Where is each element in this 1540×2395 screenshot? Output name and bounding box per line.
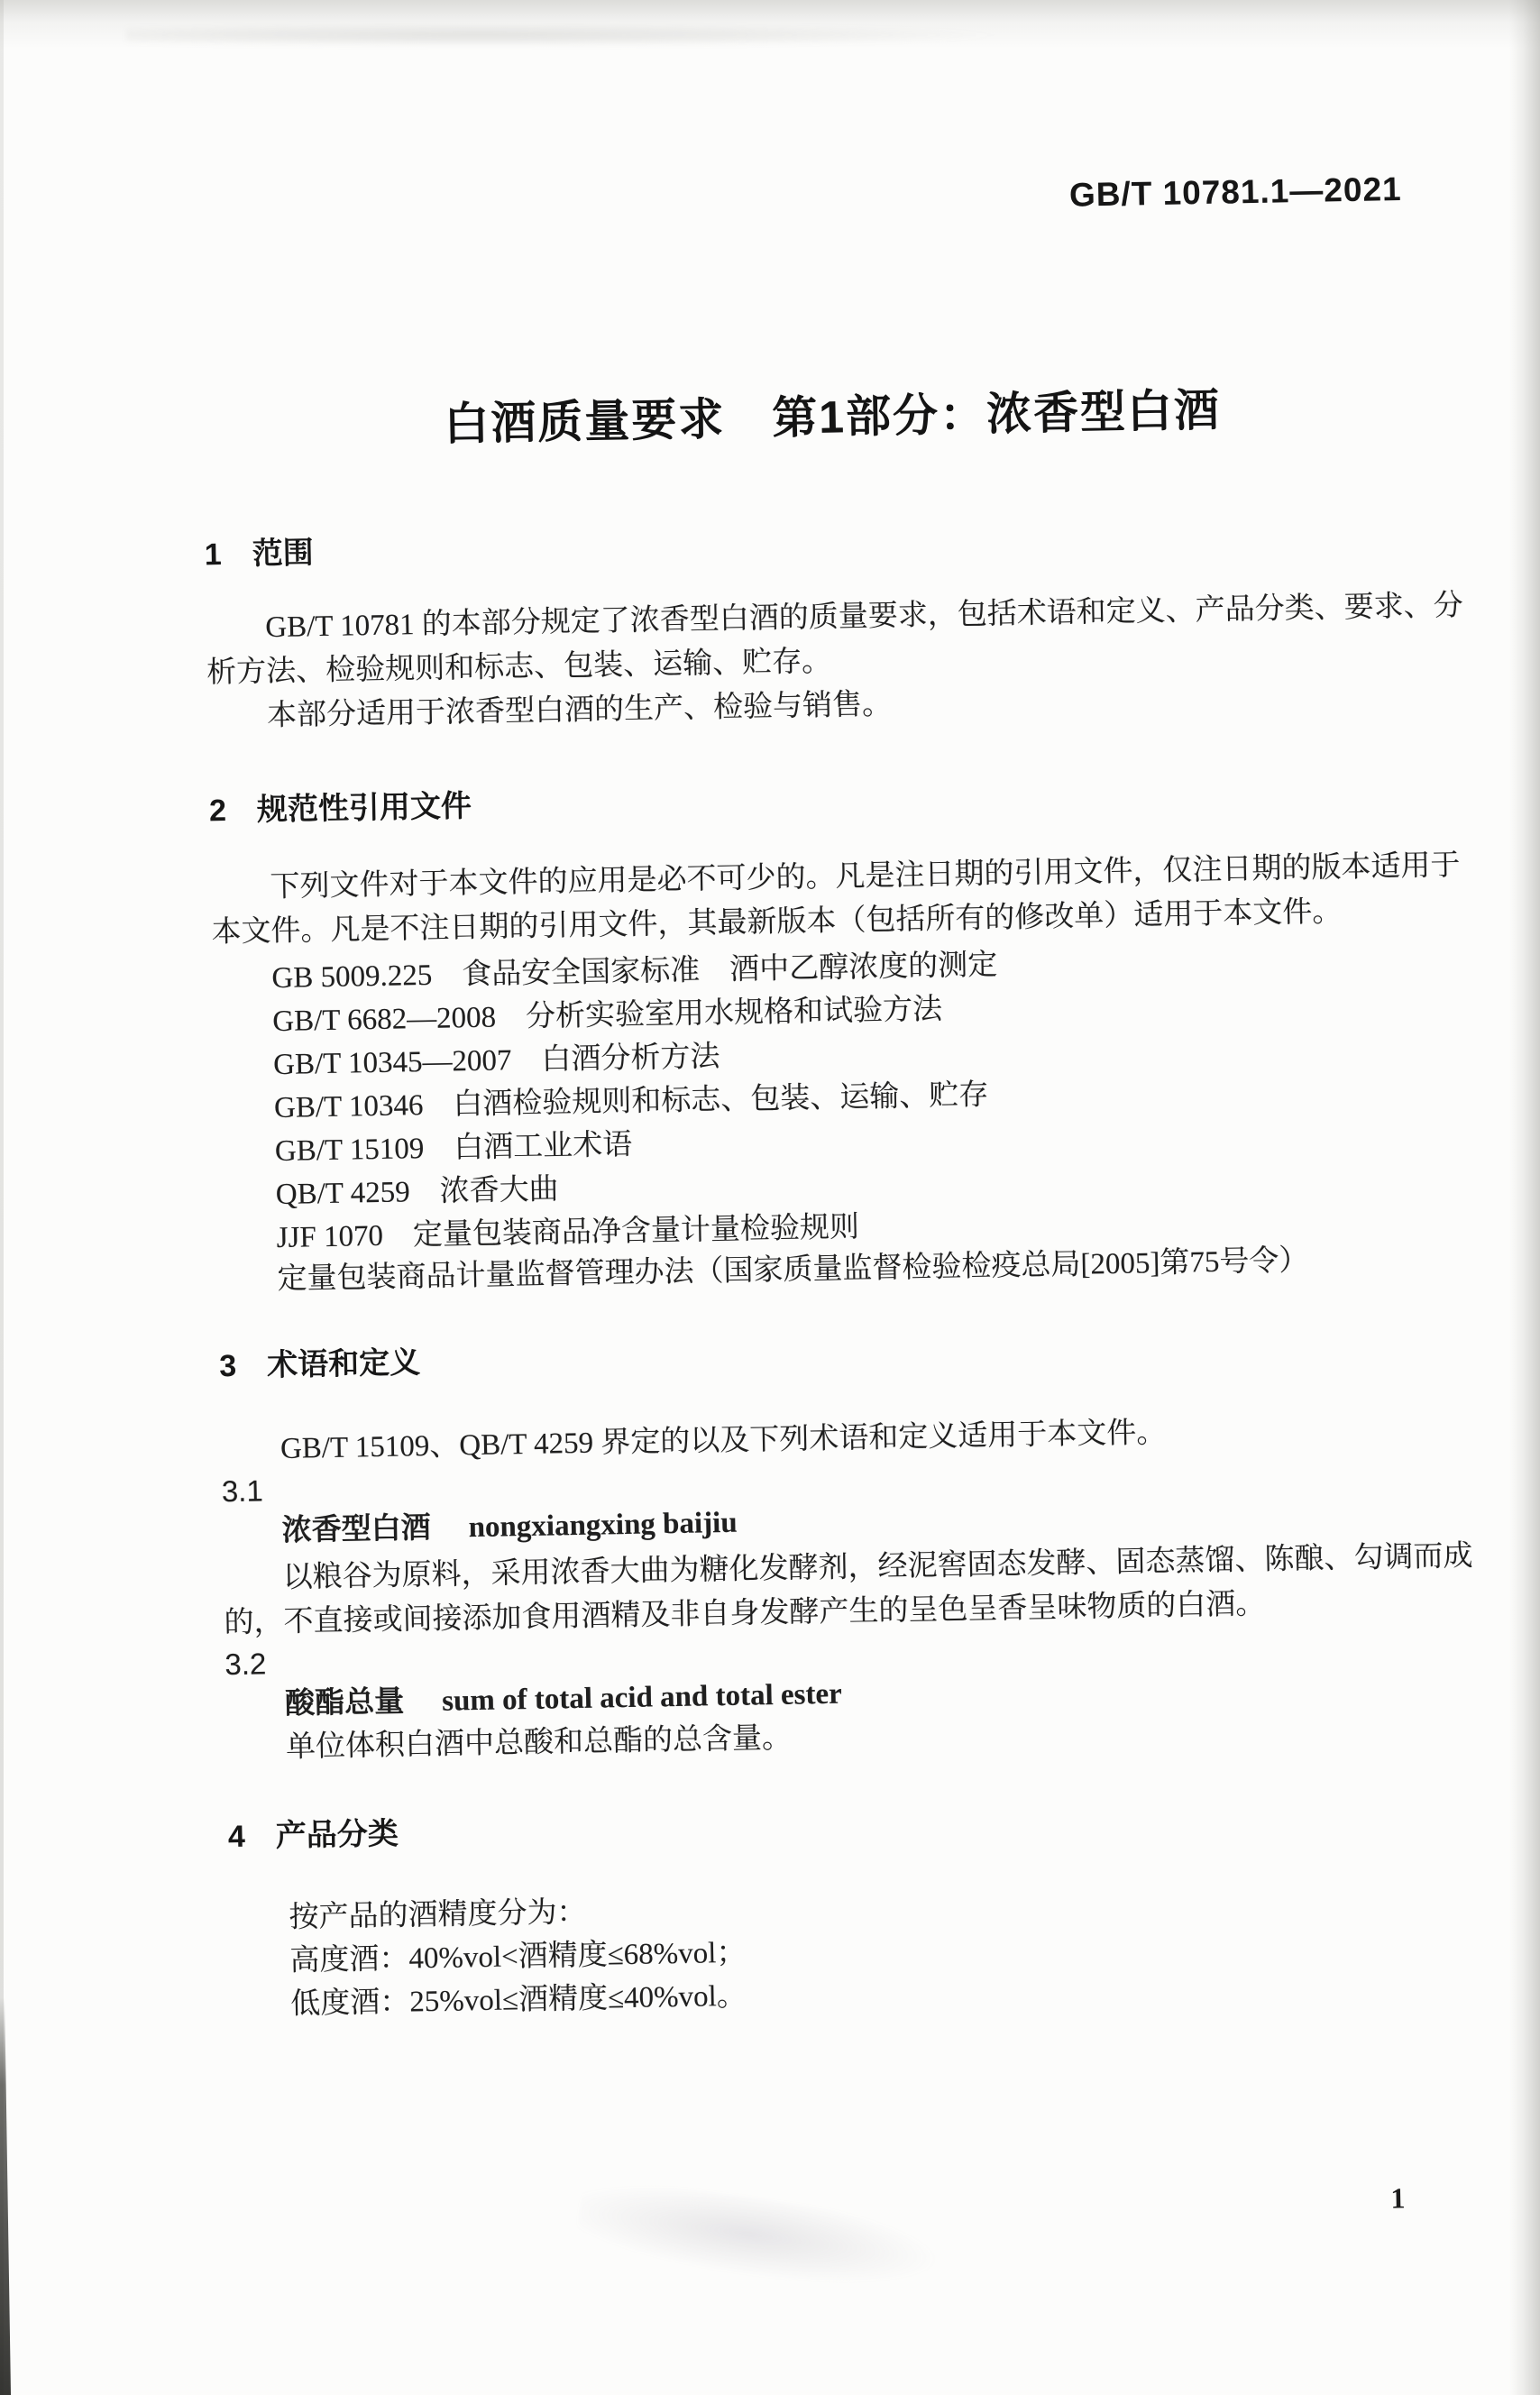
- document-title: 白酒质量要求 第1部分：浓香型白酒: [443, 384, 1222, 450]
- reference-item: QB/T 4259 浓香大曲: [275, 1173, 559, 1212]
- section-4-heading: 4 产品分类: [227, 1816, 399, 1855]
- classification-high-alcohol: 高度酒：40%vol<酒精度≤68%vol；: [289, 1936, 747, 1977]
- reference-item: GB/T 10345—2007 白酒分析方法: [272, 1040, 720, 1082]
- section-1-heading: 1 范围: [204, 536, 315, 573]
- term-english: nongxiangxing baijiu: [468, 1506, 738, 1545]
- term-definition-3-2: 单位体积白酒中总酸和总酯的总含量。: [285, 1721, 793, 1764]
- section-2-intro: 下列文件对于本文件的应用是必不可少的。凡是注日期的引用文件，仅注日期的版本适用于本文件。凡是不注日期的引用文件，其最新版本（包括所有的修改单）适用于本文件。: [211, 849, 1461, 950]
- section-2-heading: 2 规范性引用文件: [208, 788, 472, 829]
- term-english: sum of total acid and total ester: [441, 1677, 843, 1718]
- term-number-3-2: 3.2: [225, 1647, 267, 1682]
- reference-item: GB/T 10346 白酒检验规则和标志、包装、运输、贮存: [273, 1078, 989, 1125]
- scan-edge-bottom-left-strip: [0, 1997, 14, 2395]
- term-definition-3-1: 以粮谷为原料，采用浓香大曲为糖化发酵剂，经泥窖固态发酵、固态蒸馏、陈酿、勾调而成的，不直接或间接添加食用酒精及非自身发酵产生的呈色呈香呈味物质的白酒。: [224, 1539, 1473, 1640]
- section-3-intro: GB/T 15109、QB/T 4259 界定的以及下列术语和定义适用于本文件。: [280, 1416, 1167, 1465]
- reference-item: GB 5009.225 食品安全国家标准 酒中乙醇浓度的测定: [271, 949, 998, 996]
- standard-number: GB/T 10781.1—2021: [1068, 170, 1402, 214]
- section-4-intro: 按产品的酒精度分为：: [289, 1895, 587, 1934]
- term-number-3-1: 3.1: [221, 1473, 264, 1509]
- page-number: 1: [1390, 2181, 1406, 2215]
- reference-item: 定量包装商品计量监督管理办法（国家质量监督检验检疫总局[2005]第75号令）: [277, 1244, 1309, 1297]
- reference-item: GB/T 6682—2008 分析实验室用水规格和试验方法: [272, 993, 943, 1039]
- reference-item: GB/T 15109 白酒工业术语: [274, 1128, 633, 1169]
- section-1-paragraph-scope: GB/T 10781 的本部分规定了浓香型白酒的质量要求，包括术语和定义、产品分类、要求、分析方法、检验规则和标志、包装、运输、贮存。: [206, 589, 1464, 690]
- term-chinese: 浓香型白酒: [281, 1511, 431, 1547]
- section-1-paragraph-applicability: 本部分适用于浓香型白酒的生产、检验与销售。: [266, 688, 893, 733]
- term-chinese: 酸酯总量: [284, 1685, 405, 1721]
- classification-low-alcohol: 低度酒：25%vol≤酒精度≤40%vol。: [289, 1979, 747, 2021]
- section-3-heading: 3 术语和定义: [218, 1345, 421, 1384]
- reference-item: JJF 1070 定量包装商品净含量计量检验规则: [276, 1211, 860, 1255]
